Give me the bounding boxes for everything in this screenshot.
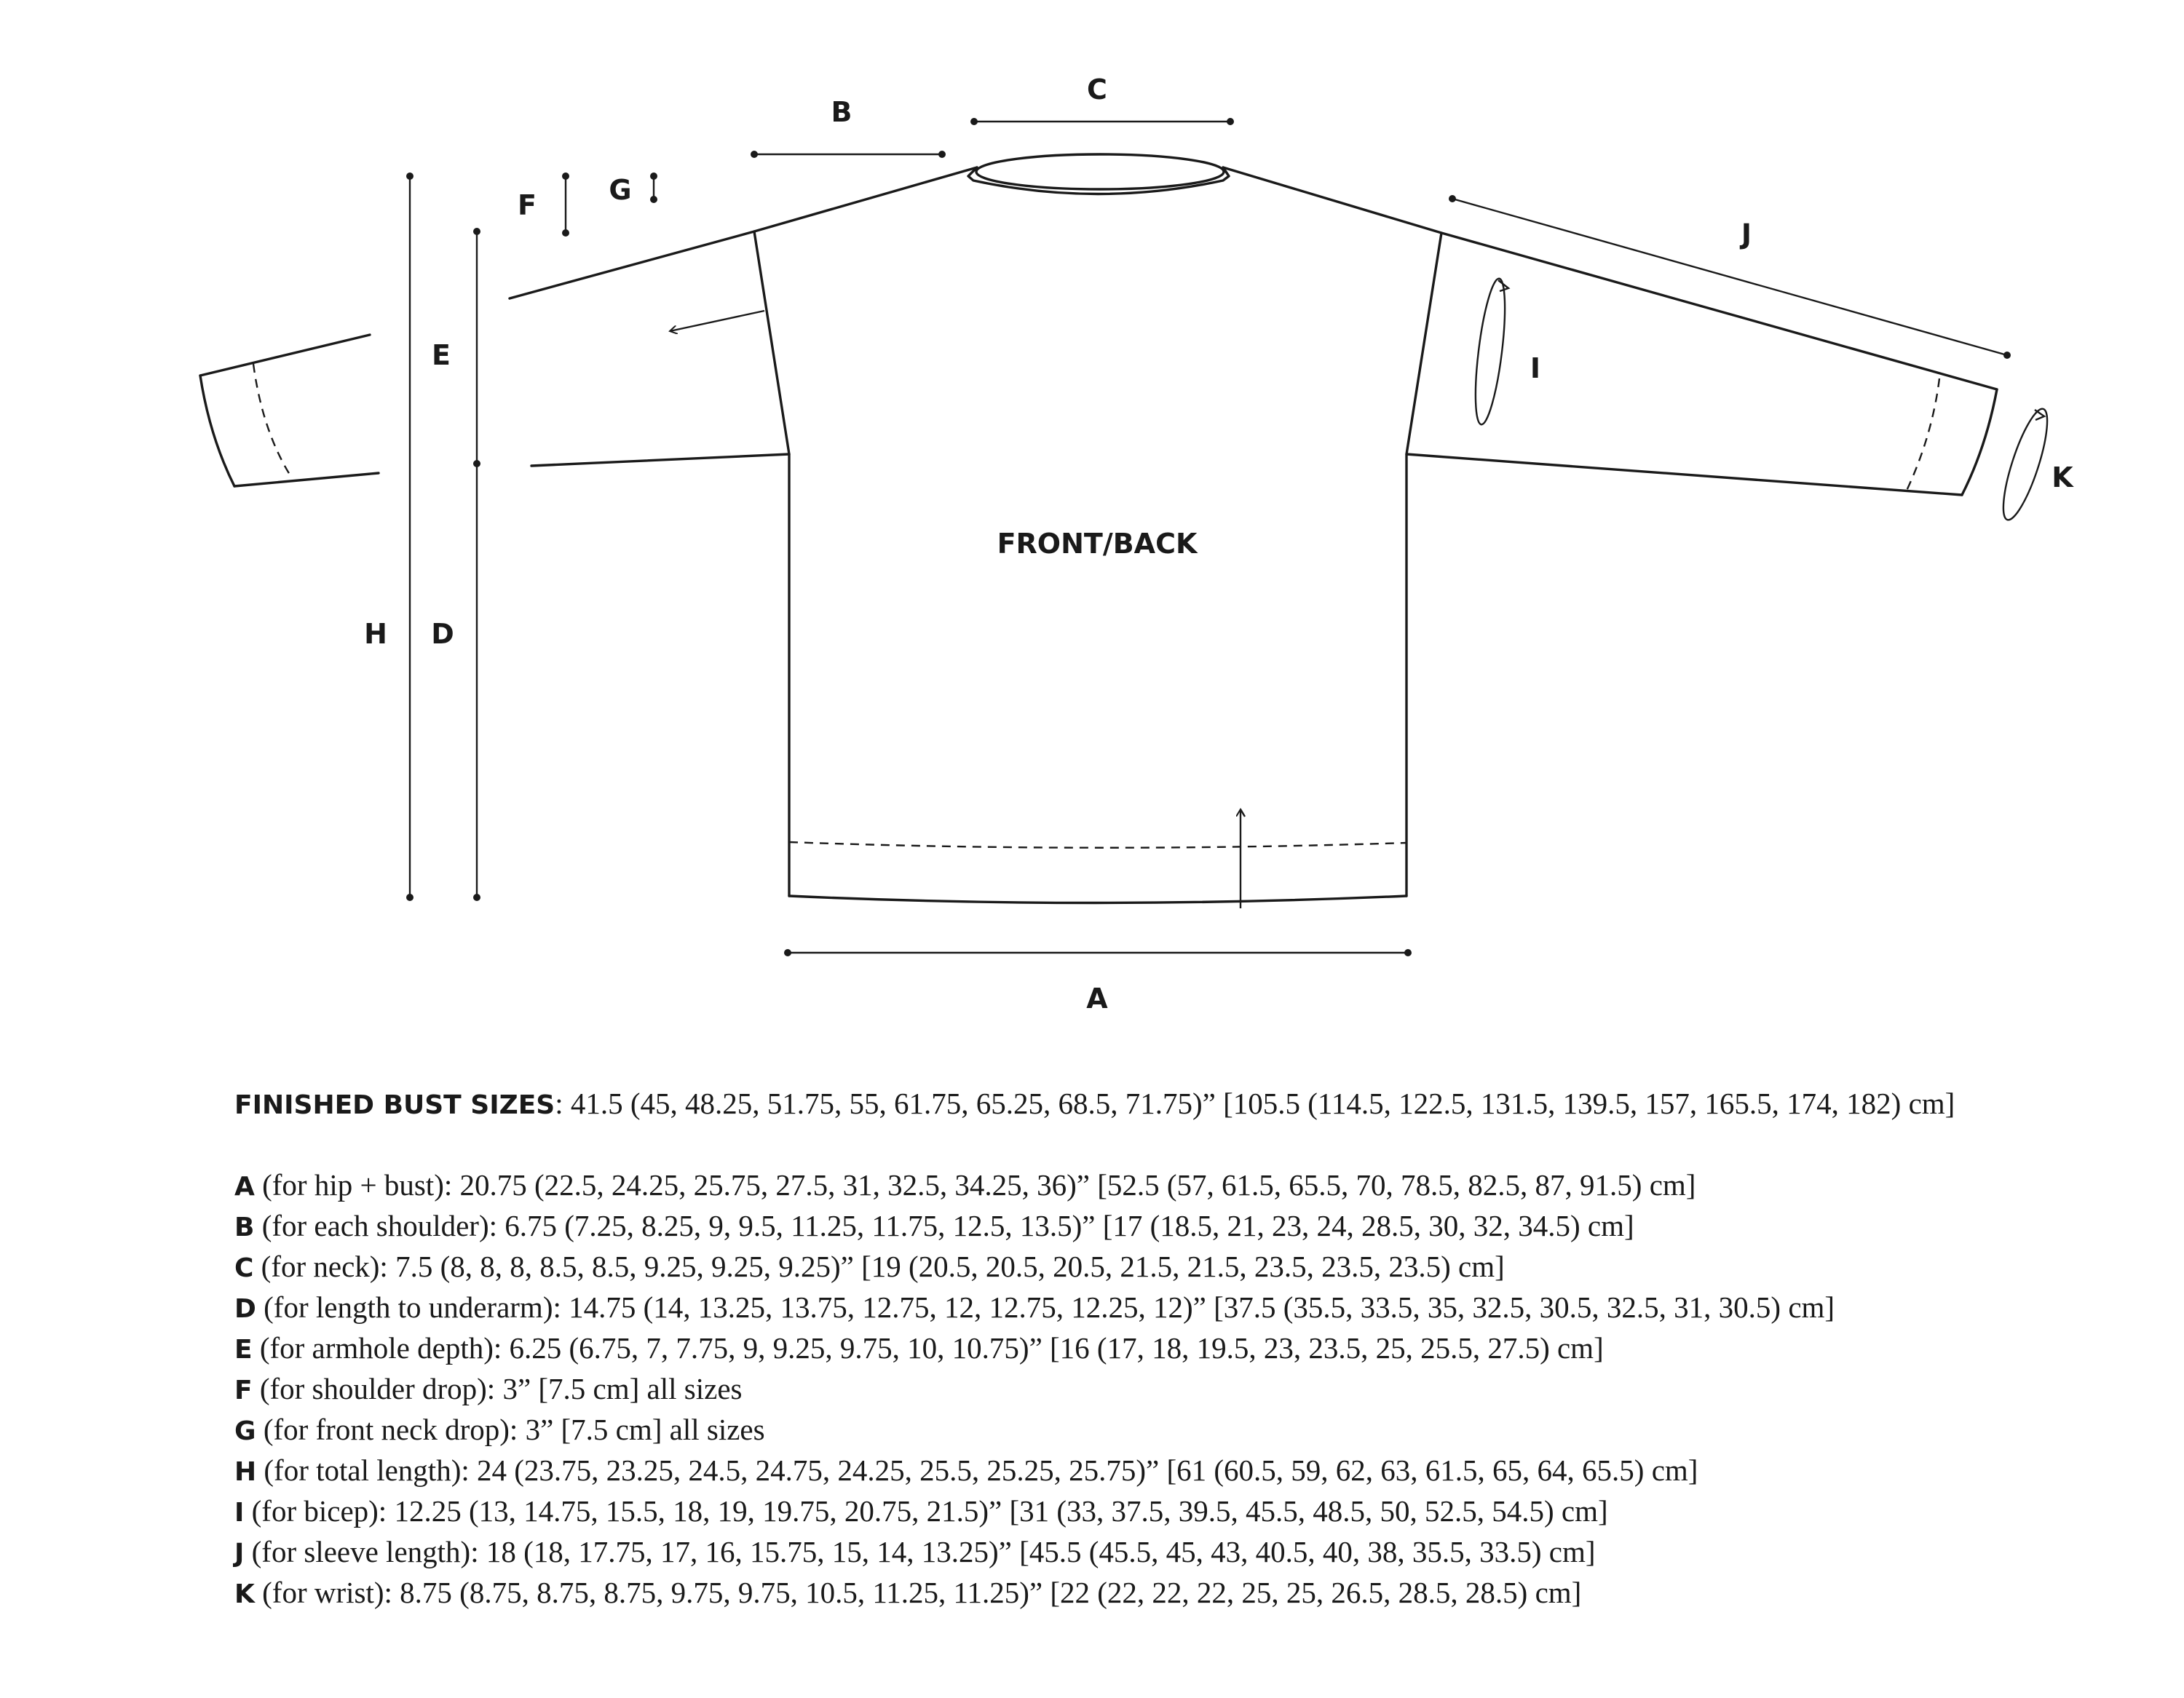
dimension-H (406, 172, 414, 901)
label-I: I (1530, 352, 1541, 384)
measure-row-F (234, 1368, 2156, 1409)
label-H: H (364, 618, 387, 650)
measure-key: C (234, 1253, 254, 1283)
measure-value: (for wrist): 8.75 (8.75, 8.75, 8.75, 9.75, 9.75, 10.5, 11.25, 11.25)” [22 (22, 22, 22, 25, 25, 26.5, 28.5, 28.5) cm] (254, 1576, 1582, 1609)
measure-value: (for bicep): 12.25 (13, 14.75, 15.5, 18, 19, 19.75, 20.75, 21.5)” [31 (33, 37.5, 39.5, 45.5, 48.5, 50, 52.5, 54.5) cm] (244, 1494, 1608, 1528)
label-B: B (831, 96, 852, 128)
measure-value: (for front neck drop): 3” [7.5 cm] all sizes (256, 1413, 765, 1446)
measure-row-C (234, 1246, 2156, 1287)
measure-row-A (234, 1165, 2156, 1205)
label-D: D (431, 618, 454, 650)
measure-key: E (234, 1335, 253, 1365)
measure-key: F (234, 1376, 253, 1405)
dimension-G (650, 172, 657, 203)
wrist-measure (1995, 405, 2056, 523)
measure-value: (for each shoulder): 6.75 (7.25, 8.25, 9, 9.5, 11.25, 11.75, 12.5, 13.5)” [17 (18.5, 21, 23, 24, 28.5, 30, 32, 34.5) cm] (254, 1209, 1634, 1242)
measure-value: (for armhole depth): 6.25 (6.75, 7, 7.75, 9, 9.25, 9.75, 10, 10.75)” [16 (17, 18, 19.5, 23, 23.5, 25, 25.5, 27.5) cm] (252, 1331, 1604, 1365)
measure-row-J (234, 1531, 2156, 1572)
measure-key: B (234, 1213, 255, 1242)
dimension-F (562, 172, 569, 237)
dimension-E-D (473, 228, 480, 901)
right-sleeve (1406, 233, 1997, 495)
bicep-measure (1470, 277, 1511, 426)
measure-value: (for total length): 24 (23.75, 23.25, 24.5, 24.75, 24.25, 25.5, 25.25, 25.75)” [61 (60.5, 59, 62, 63, 61.5, 65, 64, 65.5) cm] (256, 1453, 1698, 1487)
measure-value: (for sleeve length): 18 (18, 17.75, 17, 16, 15.75, 15, 14, 13.25)” [45.5 (45.5, 45, 43, 40.5, 40, 38, 35.5, 33.5) cm] (244, 1535, 1596, 1568)
measure-row-D (234, 1287, 2156, 1328)
measure-row-B (234, 1205, 2156, 1246)
measure-value: (for length to underarm): 14.75 (14, 13.25, 13.75, 12.75, 12, 12.75, 12.25, 12)” [37.5 (35.5, 33.5, 35, 32.5, 30.5, 32.5, 31, 30.5) cm] (256, 1290, 1835, 1324)
label-A: A (1086, 983, 1108, 1015)
bust-sizes-key: FINISHED BUST SIZES (234, 1090, 555, 1120)
measure-key: J (234, 1539, 245, 1568)
bust-sizes-row (234, 1083, 2156, 1124)
label-E: E (432, 339, 451, 371)
measure-value: (for neck): 7.5 (8, 8, 8, 8.5, 8.5, 9.25, 9.25, 9.25)” [19 (20.5, 20.5, 20.5, 21.5, 21.5, 23.5, 23.5, 23.5) cm] (253, 1250, 1505, 1283)
bust-sizes-sep: : (555, 1087, 563, 1120)
dimension-J (1449, 195, 2011, 359)
neckline (968, 154, 1229, 194)
measure-row-I (234, 1491, 2156, 1531)
label-J: J (1741, 218, 1752, 250)
dimension-B (751, 151, 946, 158)
measure-key: A (234, 1172, 255, 1202)
measure-key: H (234, 1457, 257, 1487)
measure-row-H (234, 1450, 2156, 1491)
measure-row-E (234, 1328, 2156, 1368)
dimension-C (970, 118, 1234, 125)
measure-row-G (234, 1409, 2156, 1450)
measure-key: K (234, 1579, 255, 1609)
measure-value: (for shoulder drop): 3” [7.5 cm] all sizes (252, 1372, 743, 1405)
measure-key: G (234, 1416, 256, 1446)
bust-sizes-value: 41.5 (45, 48.25, 51.75, 55, 61.75, 65.25, 68.5, 71.75)” [105.5 (114.5, 122.5, 131.5, 139.5, 157, 165.5, 174, 182) cm] (563, 1087, 1955, 1120)
dimension-A (784, 949, 1412, 956)
piece-label: FRONT/BACK (997, 528, 1198, 560)
measure-value: (for hip + bust): 20.75 (22.5, 24.25, 25.75, 27.5, 31, 32.5, 34.25, 36)” [52.5 (57, 61.5, 65.5, 70, 78.5, 82.5, 87, 91.5) cm] (254, 1168, 1696, 1202)
label-F: F (518, 189, 537, 221)
measure-key: D (234, 1294, 256, 1324)
measurements-list (234, 1083, 2156, 1613)
measure-row-K (234, 1572, 2156, 1613)
hem-ribbing (789, 809, 1406, 908)
label-K: K (2052, 461, 2073, 493)
measure-key: I (234, 1498, 245, 1528)
label-G: G (609, 174, 632, 206)
armhole-arrow (670, 311, 764, 331)
label-C: C (1087, 74, 1107, 106)
left-sleeve (200, 231, 789, 486)
